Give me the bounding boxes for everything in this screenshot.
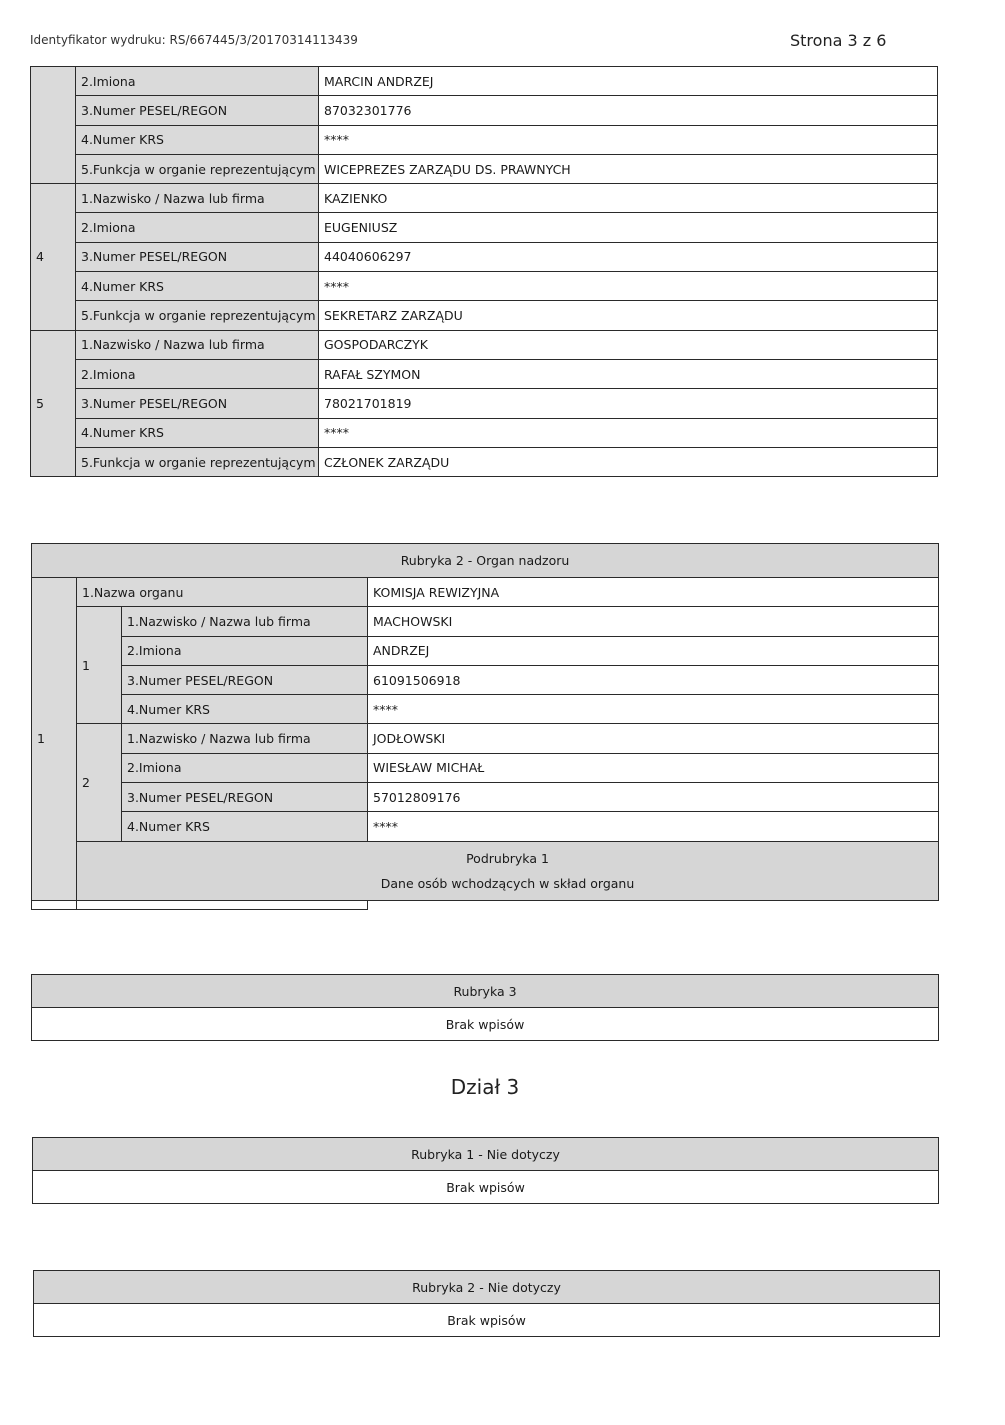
member-field-label: 2.Imiona <box>122 753 368 782</box>
dzial-3-rubryka-2-body: Brak wpisów <box>34 1304 940 1337</box>
member-field-value: WIESŁAW MICHAŁ <box>368 753 939 782</box>
field-label: 5.Funkcja w organie reprezentującym <box>76 154 319 183</box>
subrubric-description: Dane osób wchodzących w skład organu <box>380 875 635 891</box>
member-field-value: 57012809176 <box>368 783 939 812</box>
person-index-cell: 5 <box>31 330 76 476</box>
field-value: **** <box>319 272 938 301</box>
member-field-label: 4.Numer KRS <box>122 812 368 841</box>
field-label: 1.Nazwisko / Nazwa lub firma <box>76 184 319 213</box>
member-index-cell: 1 <box>77 607 122 724</box>
organ-index: 1 <box>32 578 77 901</box>
field-label: 5.Funkcja w organie reprezentującym <box>76 301 319 330</box>
dzial-3-rubryka-2-title: Rubryka 2 - Nie dotyczy <box>34 1271 940 1304</box>
print-identifier: Identyfikator wydruku: RS/667445/3/20170314113439 <box>30 33 358 47</box>
field-label: 2.Imiona <box>76 359 319 388</box>
field-value: WICEPREZES ZARZĄDU DS. PRAWNYCH <box>319 154 938 183</box>
row-filler <box>77 900 368 909</box>
field-value: CZŁONEK ZARZĄDU <box>319 447 938 476</box>
rubryka-3-body: Brak wpisów <box>32 1008 939 1041</box>
field-label: 5.Funkcja w organie reprezentującym <box>76 447 319 476</box>
person-index-cell <box>31 67 76 184</box>
rubryka-3-title: Rubryka 3 <box>32 975 939 1008</box>
member-field-value: MACHOWSKI <box>368 607 939 636</box>
field-label: 2.Imiona <box>76 213 319 242</box>
member-field-value: ANDRZEJ <box>368 636 939 665</box>
field-value: MARCIN ANDRZEJ <box>319 67 938 96</box>
member-field-value: JODŁOWSKI <box>368 724 939 753</box>
supervisory-body-table <box>31 543 939 910</box>
field-value: RAFAŁ SZYMON <box>319 359 938 388</box>
field-label: 3.Numer PESEL/REGON <box>76 389 319 418</box>
rubryka-3-table <box>31 974 939 1041</box>
field-value: KAZIENKO <box>319 184 938 213</box>
field-label: 4.Numer KRS <box>76 418 319 447</box>
field-value: 78021701819 <box>319 389 938 418</box>
field-label: 1.Nazwisko / Nazwa lub firma <box>76 330 319 359</box>
rubryka-2-title: Rubryka 2 - Organ nadzoru <box>32 544 939 578</box>
field-label: 3.Numer PESEL/REGON <box>76 96 319 125</box>
member-field-value: **** <box>368 695 939 724</box>
organ-name-label: 1.Nazwa organu <box>77 578 368 607</box>
member-field-label: 3.Numer PESEL/REGON <box>122 665 368 694</box>
field-value: SEKRETARZ ZARZĄDU <box>319 301 938 330</box>
dzial-3-rubryka-1-table <box>32 1137 939 1204</box>
member-field-label: 1.Nazwisko / Nazwa lub firma <box>122 607 368 636</box>
field-label: 4.Numer KRS <box>76 272 319 301</box>
member-field-value: 61091506918 <box>368 665 939 694</box>
field-value: 87032301776 <box>319 96 938 125</box>
representation-table <box>30 66 938 477</box>
field-label: 2.Imiona <box>76 67 319 96</box>
field-value: EUGENIUSZ <box>319 213 938 242</box>
member-field-label: 2.Imiona <box>122 636 368 665</box>
dzial-3-rubryka-1-title: Rubryka 1 - Nie dotyczy <box>33 1138 939 1171</box>
section-heading-dzial-3: Dział 3 <box>450 1075 520 1099</box>
field-label: 4.Numer KRS <box>76 125 319 154</box>
subrubric-title <box>77 841 939 900</box>
member-index-cell: 2 <box>77 724 122 841</box>
member-field-value: **** <box>368 812 939 841</box>
organ-name-value: KOMISJA REWIZYJNA <box>368 578 939 607</box>
member-field-label: 4.Numer KRS <box>122 695 368 724</box>
field-value: GOSPODARCZYK <box>319 330 938 359</box>
member-field-label: 1.Nazwisko / Nazwa lub firma <box>122 724 368 753</box>
field-label: 3.Numer PESEL/REGON <box>76 242 319 271</box>
page-number: Strona 3 z 6 <box>790 31 887 50</box>
dzial-3-rubryka-1-body: Brak wpisów <box>33 1171 939 1204</box>
person-index-filler <box>32 900 77 909</box>
field-value: 44040606297 <box>319 242 938 271</box>
subrubric-heading: Podrubryka 1 <box>466 850 549 866</box>
dzial-3-rubryka-2-table <box>33 1270 940 1337</box>
field-value: **** <box>319 125 938 154</box>
field-value: **** <box>319 418 938 447</box>
member-field-label: 3.Numer PESEL/REGON <box>122 783 368 812</box>
person-index-cell: 4 <box>31 184 76 330</box>
